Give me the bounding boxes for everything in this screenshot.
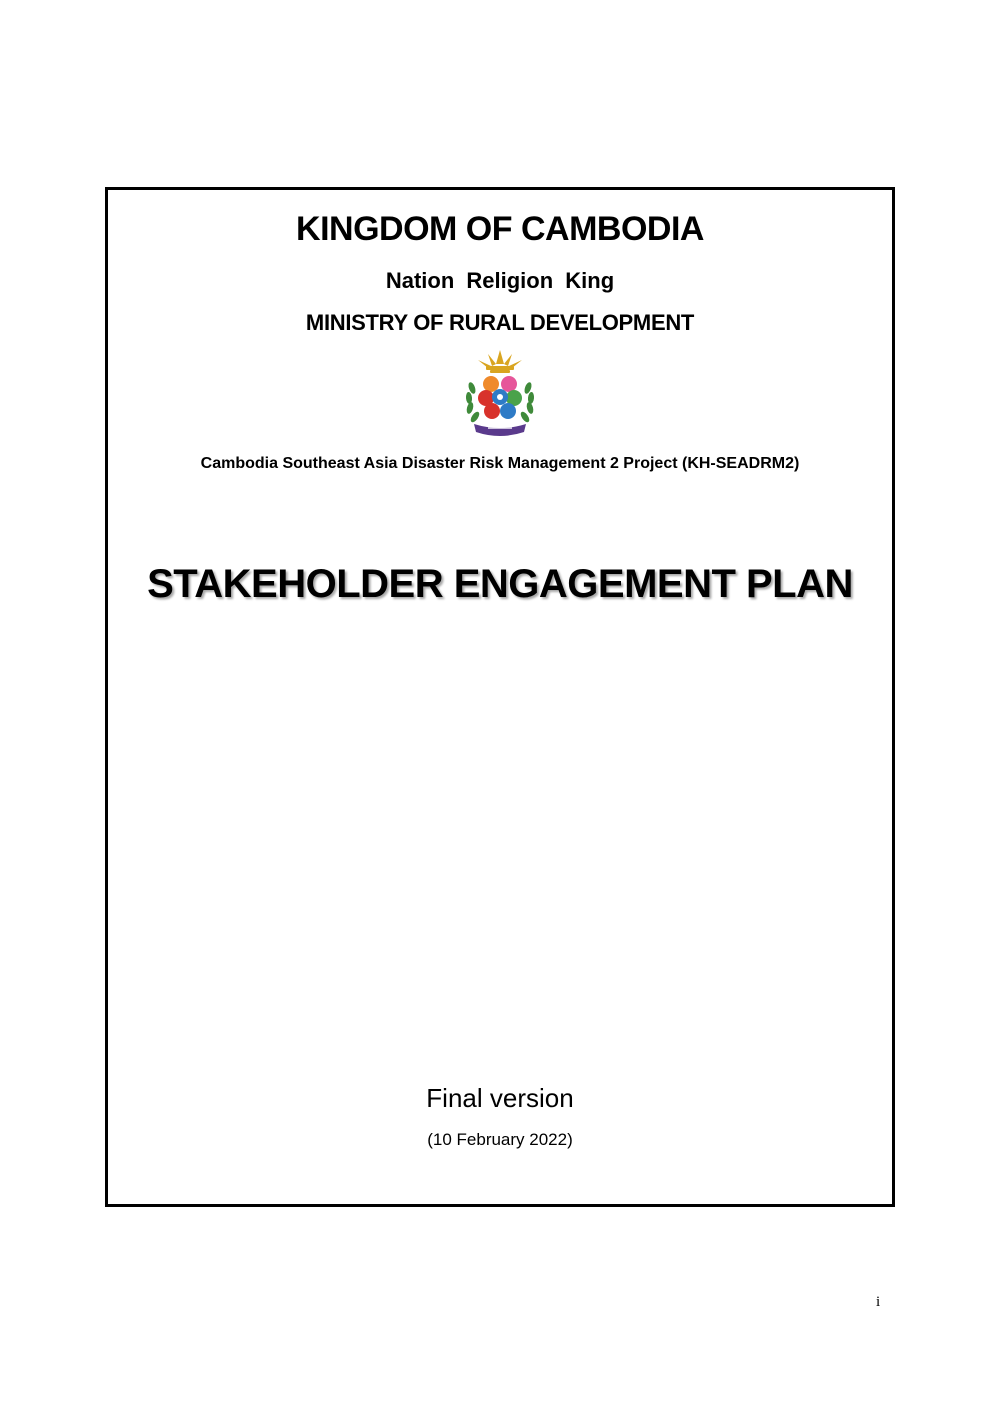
ministry-emblem-icon <box>458 348 542 442</box>
document-title: STAKEHOLDER ENGAGEMENT PLAN <box>147 562 853 606</box>
project-name: Cambodia Southeast Asia Disaster Risk Management 2 Project (KH-SEADRM2) <box>200 455 800 472</box>
version-label: Final version <box>426 1083 574 1113</box>
version-date: (10 February 2022) <box>427 1130 573 1149</box>
ministry-heading: MINISTRY OF RURAL DEVELOPMENT <box>305 310 695 335</box>
national-motto: Nation Religion King <box>385 268 615 293</box>
page-number: i <box>876 1294 881 1310</box>
cover-frame <box>105 187 895 1207</box>
country-heading: KINGDOM OF CAMBODIA <box>296 210 704 248</box>
